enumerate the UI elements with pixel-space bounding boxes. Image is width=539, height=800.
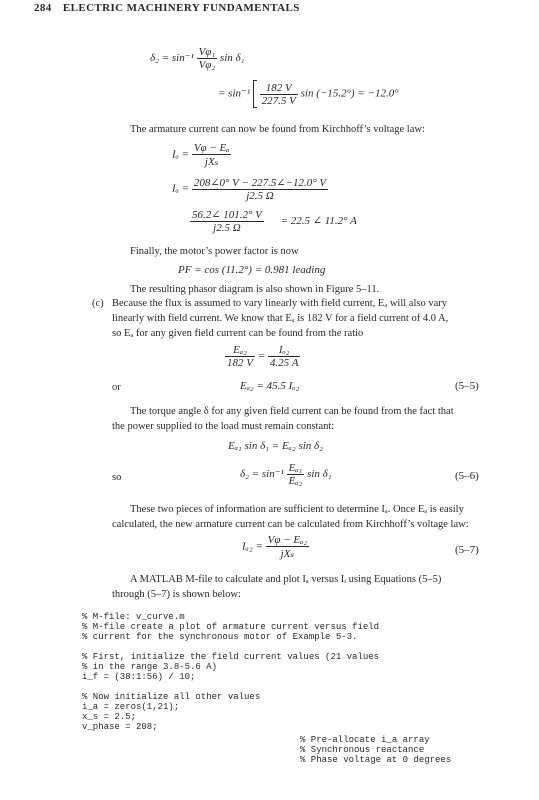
equation-ia [172, 142, 231, 168]
eq-tail: sin (−15.2°) = −12.0° [300, 87, 399, 100]
numerator: Vφ − Eₐ [193, 142, 230, 154]
paragraph-line: A MATLAB M-file to calculate and plot Iₐ versus Iᵢ using Equations (5–5) [130, 574, 442, 585]
bracket [253, 80, 257, 108]
page-number: 284 [34, 2, 52, 14]
paragraph-line: Because the flux is assumed to vary linearly with field current, Eₐ will also vary [112, 298, 447, 309]
code-comments [300, 735, 451, 765]
code-line [82, 642, 379, 652]
fraction [192, 176, 328, 202]
code-line: % current for the synchronous motor of Example 5-3. [82, 632, 358, 642]
paragraph-line: through (5–7) is shown below: [112, 589, 241, 600]
paragraph-line: calculated, the new armature current can be calculated from Kirchhoff’s voltage law: [112, 519, 469, 530]
numerator: 208∠0° V − 227.5∠−12.0° V [193, 177, 327, 189]
code-line: % in the range 3.8-5.6 A) [82, 662, 218, 672]
paragraph: The armature current can now be found from Kirchhoff’s voltage law: [130, 124, 425, 135]
numerator: Vφ₁ [198, 46, 216, 58]
denominator: 4.25 A [269, 357, 299, 369]
numerator: 56.2∠ 101.2° V [192, 209, 262, 221]
item-label: (c) [92, 298, 104, 309]
paragraph-line: These two pieces of information are sufficient to determine Iₐ. Once Eₐ is easily [130, 504, 464, 515]
equation-delta2 [150, 46, 244, 71]
code-comment: % Pre-allocate i_a array [300, 735, 430, 745]
paragraph-line: the power supplied to the load must remain constant: [112, 421, 335, 432]
fraction [268, 344, 301, 369]
code-line: % M-file: v_curve.m [82, 612, 185, 622]
equation-ratio: $\frac{\text{Eₐ₂}}{182 V}$ = $\frac{\text{Iₒ₂}}{4.25 A}$ [227, 344, 299, 369]
code-comment: % Phase voltage at 0 degrees [300, 755, 452, 765]
fraction [260, 82, 298, 107]
numerator: Vφ − Eₐ₂ [267, 534, 308, 546]
fraction [197, 46, 218, 71]
header-title: ELECTRIC MACHINERY FUNDAMENTALS [62, 2, 300, 14]
eq-tail: sin δ₁ [307, 468, 332, 481]
eq-tail: sin δ₁ [219, 52, 245, 65]
equation-delta2-eval [218, 80, 399, 108]
numerator: 182 V [260, 82, 298, 95]
eq-lhs: = sin⁻¹ [218, 87, 251, 100]
denominator: jXₛ [204, 156, 219, 168]
running-header [34, 2, 300, 14]
equation-5-7 [242, 534, 309, 560]
equation-5-6 [240, 462, 332, 487]
equation-pf: PF = cos (11.2°) = 0.981 leading [178, 264, 326, 276]
eq-lhs: Iₐ₂ = [242, 540, 263, 553]
fraction [225, 344, 255, 369]
denominator: Vφ₂ [198, 59, 216, 71]
equation-ia-2 [172, 176, 328, 202]
code-line [82, 682, 379, 692]
code-line: x_s = 2.5; [82, 712, 137, 722]
code-comment: % Synchronous reactance [300, 745, 425, 755]
paragraph-line: The torque angle δ for any given field current can be found from the fact that [130, 406, 454, 417]
paragraph: Finally, the motor’s power factor is now [130, 246, 299, 257]
code-line: v_phase = 208; [82, 722, 158, 732]
code-listing [82, 612, 379, 732]
code-line: i_f = (38:1:56) / 10; [82, 672, 196, 682]
fraction [266, 534, 310, 560]
numerator: Iₒ₂ [268, 344, 301, 357]
equation-ia-3 [190, 208, 357, 234]
equation-number: (5–7) [455, 544, 479, 556]
denominator: j2.5 Ω [213, 222, 241, 234]
equation-number: (5–6) [455, 470, 479, 482]
so-label: so [112, 472, 122, 483]
fraction [192, 142, 232, 168]
code-line: i_a = zeros(1,21); [82, 702, 180, 712]
eq-lhs: Iₐ = [172, 148, 190, 161]
denominator: j2.5 Ω [246, 190, 274, 202]
eq-lhs: Iₐ = [172, 182, 190, 195]
eq-tail: = 22.5 ∠ 11.2° A [280, 214, 357, 227]
equation-power: Eₐ₁ sin δ₁ = Eₐ₂ sin δ₂ [228, 440, 323, 452]
equation-number: (5–5) [455, 380, 479, 392]
code-line: % M-file create a plot of armature current versus field [82, 622, 380, 632]
denominator: 182 V [227, 357, 253, 369]
or-label: or [112, 382, 121, 393]
denominator: jXₛ [280, 548, 295, 560]
fraction [190, 208, 264, 234]
eq-lhs: δ₂ = sin⁻¹ [150, 52, 194, 65]
numerator: Eₐ₁ [288, 462, 303, 474]
paragraph-line: linearly with field current. We know that Eₐ is 182 V for a field current of 4.0 A, [112, 313, 449, 324]
paragraph-line: so Eₐ for any given field current can be found from the ratio [112, 328, 364, 339]
paragraph: The resulting phasor diagram is also shown in Figure 5–11. [130, 284, 380, 295]
denominator: 227.5 V [261, 94, 296, 107]
denominator: Eₐ₂ [288, 475, 303, 487]
eq-lhs: δ₂ = sin⁻¹ [240, 468, 284, 481]
code-line: % First, initialize the field current values (21 values [82, 652, 380, 662]
code-line: % Now initialize all other values [82, 692, 261, 702]
equation-5-5: Eₐ₂ = 45.5 Iₒ₂ [240, 380, 300, 392]
numerator: Eₐ₂ [225, 344, 255, 357]
fraction [287, 462, 305, 487]
